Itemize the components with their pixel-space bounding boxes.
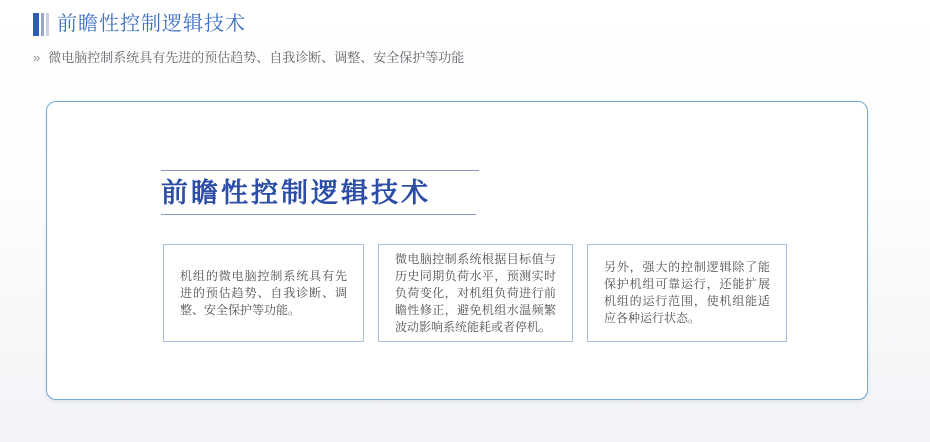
feature-box-2 — [378, 244, 573, 342]
feature-box-1 — [163, 244, 364, 342]
accent-bar-dark — [33, 13, 39, 36]
accent-bar-light — [46, 13, 49, 36]
card-title: 前瞻性控制逻辑技术 — [161, 178, 431, 208]
section-header — [33, 13, 246, 36]
accent-bars-icon — [33, 13, 49, 36]
title-overline — [161, 170, 479, 171]
subtitle-text: 微电脑控制系统具有先进的预估趋势、自我诊断、调整、安全保护等功能 — [48, 50, 465, 65]
card-title-block — [161, 170, 481, 215]
section-subtitle — [33, 50, 464, 66]
section-title: 前瞻性控制逻辑技术 — [57, 13, 246, 35]
title-underline — [161, 214, 476, 215]
feature-card — [46, 101, 868, 400]
feature-box-3 — [587, 244, 787, 342]
double-chevron-icon: » — [33, 50, 41, 65]
feature-box-3-text: 另外，强大的控制逻辑除了能保护机组可靠运行，还能扩展机组的运行范围，使机组能适应各种运行状态。 — [604, 260, 770, 325]
feature-box-1-text: 机组的微电脑控制系统具有先进的预估趋势、自我诊断、调整、安全保护等功能。 — [180, 268, 347, 317]
accent-bar-mid — [41, 13, 44, 36]
feature-box-2-text: 微电脑控制系统根据目标值与历史同期负荷水平，预测实时负荷变化，对机组负荷进行前瞻性修正，避免机组水温频繁波动影响系统能耗或者停机。 — [395, 251, 556, 334]
